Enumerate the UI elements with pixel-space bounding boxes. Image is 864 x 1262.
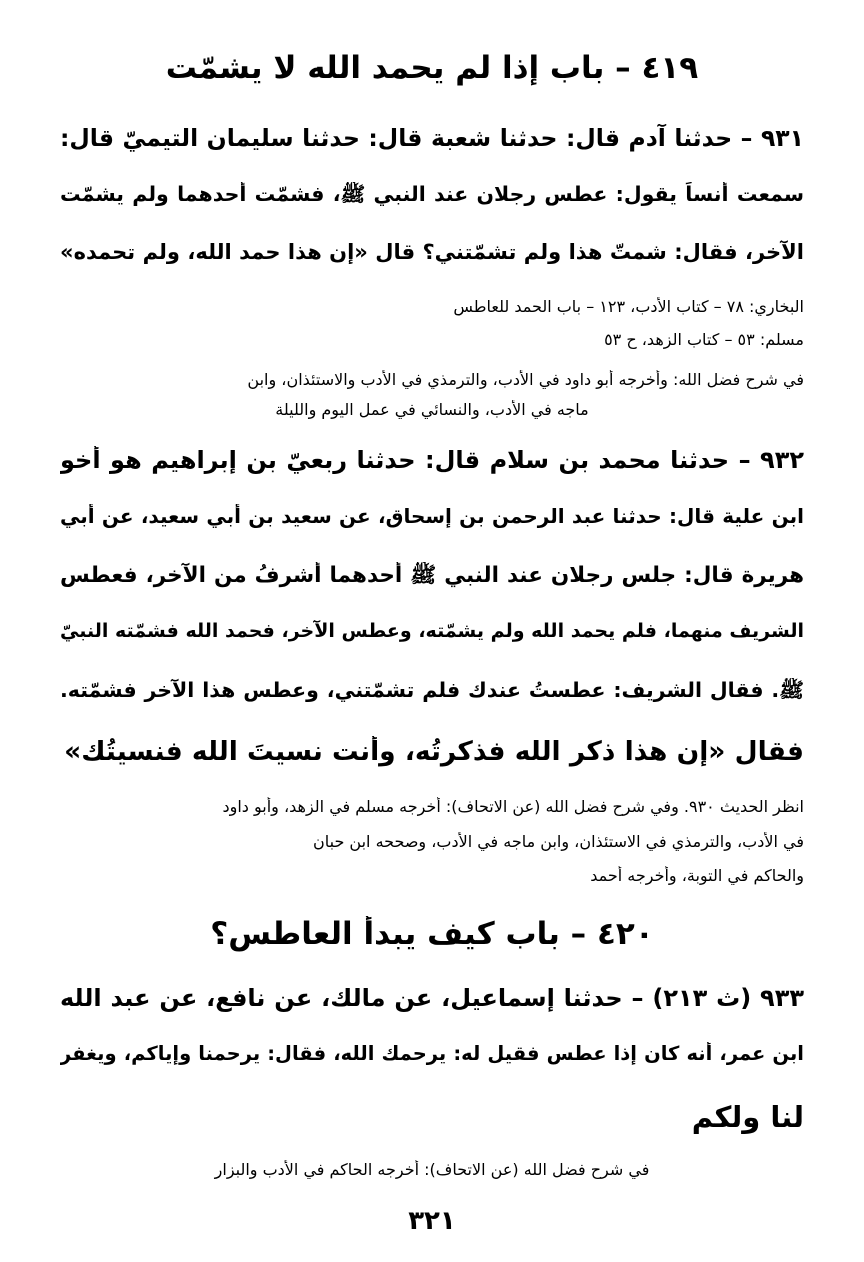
footnote-931-line-2: مسلم: ٥٣ – كتاب الزهد، ح ٥٣ [604, 330, 804, 349]
footnote-931-line-3: في شرح فضل الله: وأخرجه أبو داود في الأدب، والترمذي في الأدب والاستئذان، وابن [247, 370, 804, 389]
hadith-932-line-6: فقال «إن هذا ذكر الله فذكرتُه، وأنت نسيتَ الله فنسيتُك» [64, 736, 804, 767]
page-number: ٣٢١ [408, 1206, 456, 1236]
footnote-933-line-1: في شرح فضل الله (عن الاتحاف): أخرجه الحاكم في الأدب والبزار [214, 1160, 650, 1179]
hadith-932-line-2: ابن علية قال: حدثنا عبد الرحمن بن إسحاق، عن سعيد بن أبي سعيد، عن أبي [60, 504, 804, 528]
hadith-932-line-5: ﷺ. فقال الشريف: عطستُ عندك فلم تشمّتني، وعطس هذا الآخر فشمّته. [60, 678, 804, 702]
hadith-933-line-2: ابن عمر، أنه كان إذا عطس فقيل له: يرحمك الله، فقال: يرحمنا وإياكم، ويغفر [60, 1042, 804, 1065]
hadith-931-line-3: الآخر، فقال: شمتّ هذا ولم تشمّتني؟ قال «إن هذا حمد الله، ولم تحمده» [60, 240, 804, 264]
footnote-931-line-1: البخاري: ٧٨ – كتاب الأدب، ١٢٣ – باب الحمد للعاطس [453, 297, 804, 316]
hadith-931-line-1: ٩٣١ – حدثنا آدم قال: حدثنا شعبة قال: حدثنا سليمان التيميّ قال: [60, 124, 804, 152]
hadith-933-line-3: لنا ولكم [691, 1100, 804, 1134]
hadith-932-line-4: الشريف منهما، فلم يحمد الله ولم يشمّته، وعطس الآخر، فحمد الله فشمّته النبيّ [60, 620, 804, 642]
hadith-932-line-1: ٩٣٢ – حدثنا محمد بن سلام قال: حدثنا ربعيّ بن إبراهيم هو أخو [60, 446, 804, 474]
footnote-932-line-2: في الأدب، والترمذي في الاستئذان، وابن ماجه في الأدب، وصححه ابن حبان [312, 832, 804, 851]
hadith-931-line-2: سمعت أنساً يقول: عطس رجلان عند النبي ﷺ، فشمّت أحدهما ولم يشمّت [60, 182, 804, 206]
chapter-heading-420: ٤٢٠ – باب كيف يبدأ العاطس؟ [210, 916, 654, 952]
footnote-932-line-1: انظر الحديث ٩٣٠. وفي شرح فضل الله (عن الاتحاف): أخرجه مسلم في الزهد، وأبو داود [222, 797, 804, 816]
hadith-933-line-1: ٩٣٣ (ث ٢١٣) – حدثنا إسماعيل، عن مالك، عن نافع، عن عبد الله [60, 984, 804, 1012]
footnote-932-line-3: والحاكم في التوبة، وأخرجه أحمد [590, 866, 804, 885]
footnote-931-line-4: ماجه في الأدب، والنسائي في عمل اليوم والليلة [275, 400, 589, 419]
hadith-932-line-3: هريرة قال: جلس رجلان عند النبي ﷺ أحدهما أشرفُ من الآخر، فعطس [60, 563, 804, 588]
chapter-heading-419: ٤١٩ – باب إذا لم يحمد الله لا يشمّت [165, 50, 699, 86]
